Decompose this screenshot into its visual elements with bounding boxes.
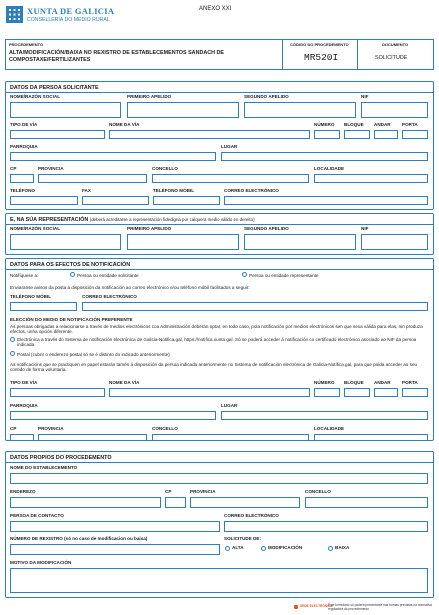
- alerts-text: Enviaranse avisos da posta á disposición da notificación ao correo electrónico e/ou teléfono móbil facilitados a seguir:: [10, 285, 250, 290]
- postal-radio[interactable]: [10, 351, 15, 356]
- applicant-locality-label: LOCALIDADE: [314, 166, 345, 171]
- applicant-name-field[interactable]: [10, 102, 121, 118]
- applicant-block-label: BLOQUE: [344, 122, 364, 127]
- rep-name-label: NOME/RAZÓN SOCIAL: [10, 226, 61, 231]
- sede-icon: [294, 605, 298, 609]
- baixa-radio[interactable]: [328, 546, 333, 551]
- establishment-field[interactable]: [10, 473, 428, 484]
- notif-roadtype-field[interactable]: [10, 388, 105, 397]
- applicant-council-label: CONCELLO: [152, 166, 178, 171]
- notif-door-label: PORTA: [402, 380, 418, 385]
- applicant-province-label: PROVINCIA: [38, 166, 64, 171]
- notif-block-field[interactable]: [344, 388, 370, 397]
- representative-title: E, NA SÚA REPRESENTACIÓN: [10, 217, 89, 223]
- notify-applicant-radio[interactable]: [70, 272, 75, 277]
- notify-representative-radio[interactable]: [242, 272, 247, 277]
- notif-door-field[interactable]: [402, 388, 428, 397]
- notif-roadtype-label: TIPO DE VÍA: [10, 380, 38, 385]
- xunta-logo: [6, 6, 23, 23]
- proc-province-label: PROVINCIA: [190, 489, 216, 494]
- notif-cp-field[interactable]: [10, 434, 34, 441]
- notif-locality-label: LOCALIDADE: [314, 426, 345, 431]
- representative-title-row: [10, 217, 255, 223]
- annex-label: ANEXO XXI: [199, 6, 232, 12]
- applicant-phone-field[interactable]: [10, 196, 78, 205]
- applicant-mobile-label: TELÉFONO MÓBIL: [153, 188, 195, 193]
- notif-council-field[interactable]: [152, 434, 309, 441]
- procedure-title: ALTA/MODIFICACIÓN/BAIXA NO REXISTRO DE ESTABLECEMENTOS SANDACH DE COMPOSTAXE/FERTILIZANTES: [9, 50, 225, 63]
- applicant-nif-field[interactable]: [361, 102, 428, 118]
- applicant-floor-label: ANDAR: [374, 122, 391, 127]
- applicant-block-field[interactable]: [344, 130, 370, 139]
- notif-floor-label: ANDAR: [374, 380, 391, 385]
- notif-roadname-label: NOME DA VÍA: [109, 380, 140, 385]
- applicant-email-label: CORREO ELECTRÓNICO: [224, 188, 279, 193]
- notif-province-field[interactable]: [38, 434, 147, 441]
- footer-brand: SEDE ELECTRÓNICA: [300, 604, 333, 608]
- modification-radio[interactable]: [261, 546, 266, 551]
- notify-representative-label: Persoa ou entidade representante: [249, 273, 319, 278]
- proc-email-field[interactable]: [224, 521, 428, 532]
- notif-block-label: BLOQUE: [344, 380, 364, 385]
- proc-cp-label: CP: [165, 489, 172, 494]
- applicant-parish-field[interactable]: [10, 152, 216, 161]
- code-label: CÓDIGO DO PROCEDEMENTO: [290, 42, 349, 47]
- rep-nif-label: NIF: [361, 226, 369, 231]
- contact-field[interactable]: [10, 521, 220, 532]
- registry-field[interactable]: [10, 544, 220, 555]
- modification-label: MODIFICACIÓN: [268, 545, 303, 550]
- notification-title: DATOS PARA OS EFECTOS DE NOTIFICACIÓN: [10, 262, 131, 268]
- applicant-door-field[interactable]: [402, 130, 428, 139]
- footer-note: Este formulario só poderá presentarse nas formas previstas na normativa reguladora do procedemento: [328, 603, 432, 611]
- means-title: ELECCIÓN DO MEDIO DE NOTIFICACIÓN PREFERENTE: [10, 317, 133, 322]
- alta-radio[interactable]: [225, 546, 230, 551]
- rep-surname1-label: PRIMEIRO APELIDO: [127, 226, 172, 231]
- electronic-option-label: Electrónica a través do Sistema de notificación electrónica de Galicia-Notifica.gal, https://notifica.xunta.gal. Só se poderá acceder á notificación co certificado electrónico asociado ao NIF da persoa indicada.: [17, 337, 417, 348]
- applicant-surname1-label: PRIMEIRO APELIDO: [127, 94, 172, 99]
- address-label: ENDEREZO: [10, 489, 36, 494]
- proc-province-field[interactable]: [190, 497, 300, 508]
- request-label: SOLICITUDE DE:: [224, 536, 262, 541]
- notif-locality-field[interactable]: [314, 434, 428, 441]
- proc-cp-field[interactable]: [165, 497, 186, 508]
- applicant-surname2-label: SEGUNDO APELIDO: [244, 94, 289, 99]
- notif-roadname-field[interactable]: [109, 388, 310, 397]
- procedure-label: PROCEDEMENTO: [9, 42, 44, 47]
- notif-place-label: LUGAR: [221, 403, 238, 408]
- baixa-label: BAIXA: [335, 545, 350, 550]
- dept-name: CONSELLERÍA DO MEDIO RURAL: [27, 17, 110, 23]
- notif-email-label: CORREO ELECTRÓNICO: [82, 294, 137, 299]
- applicant-floor-field[interactable]: [374, 130, 398, 139]
- notif-province-label: PROVINCIA: [38, 426, 64, 431]
- notif-place-field[interactable]: [221, 411, 428, 420]
- applicant-section: [5, 81, 434, 210]
- applicant-roadname-label: NOME DA VÍA: [109, 122, 140, 127]
- procedure-code: MR520I: [304, 52, 339, 63]
- applicant-surname1-field[interactable]: [127, 102, 239, 118]
- procedure-data-title: DATOS PROPIOS DO PROCEDEMENTO: [10, 455, 112, 461]
- alta-label: ALTA: [232, 545, 244, 550]
- org-name: XUNTA DE GALICIA: [27, 6, 115, 16]
- applicant-roadtype-field[interactable]: [10, 130, 105, 139]
- notif-mobile-label: TELÉFONO MÓBIL: [10, 294, 52, 299]
- applicant-fax-label: FAX: [82, 188, 91, 193]
- rep-surname1-field[interactable]: [127, 234, 239, 250]
- notify-to-label: Notifíquese a:: [10, 273, 39, 278]
- applicant-place-field[interactable]: [221, 152, 428, 161]
- registry-label: NÚMERO DE REXISTRO (só no caso de modificacion ou baixa): [10, 536, 148, 541]
- reason-field[interactable]: [10, 568, 428, 593]
- applicant-number-label: NÚMERO: [314, 122, 335, 127]
- notif-parish-label: PARROQUIA: [10, 403, 38, 408]
- applicant-roadname-field[interactable]: [109, 130, 310, 139]
- applicant-email-field[interactable]: [224, 196, 428, 205]
- rep-surname2-field[interactable]: [244, 234, 356, 250]
- document-value: SOLICITUDE: [375, 55, 408, 61]
- proc-council-field[interactable]: [305, 497, 428, 508]
- applicant-province-field[interactable]: [38, 174, 147, 183]
- applicant-door-label: PORTA: [402, 122, 418, 127]
- applicant-name-label: NOME/RAZÓN SOCIAL: [10, 94, 61, 99]
- applicant-phone-label: TELÉFONO: [10, 188, 36, 193]
- notif-council-label: CONCELLO: [152, 426, 178, 431]
- applicant-surname2-field[interactable]: [244, 102, 356, 118]
- applicant-council-field[interactable]: [152, 174, 309, 183]
- means-text: As persoas obrigadas a relacionarse a través de medios electrónicos coa Administración deberán optar, en todo caso, pola notificación por medios electrónicos sen que sexa válida para elas, nin produza efectos, unha opción diferente.: [10, 324, 423, 335]
- rep-name-field[interactable]: [10, 234, 121, 250]
- address-field[interactable]: [10, 497, 161, 508]
- applicant-parish-label: PARROQUIA: [10, 144, 38, 149]
- proc-council-label: CONCELLO: [305, 489, 331, 494]
- notif-cp-label: CP: [10, 426, 17, 431]
- applicant-mobile-field[interactable]: [153, 196, 220, 205]
- applicant-number-field[interactable]: [314, 130, 340, 139]
- proc-email-label: CORREO ELECTRÓNICO: [224, 513, 279, 518]
- applicant-title: DATOS DA PERSOA SOLICITANTE: [10, 85, 99, 91]
- rep-surname2-label: SEGUNDO APELIDO: [244, 226, 289, 231]
- representative-note: (deberá acreditarse a representación fidedigna por calquera medio válido en dereito): [89, 217, 255, 222]
- electronic-radio[interactable]: [10, 337, 15, 342]
- notif-number-field[interactable]: [314, 388, 340, 397]
- notif-mobile-field[interactable]: [10, 302, 77, 311]
- document-label: DOCUMENTO: [382, 42, 409, 47]
- applicant-place-label: LUGAR: [221, 144, 238, 149]
- reason-label: MOTIVO DA MODIFICACIÓN: [10, 560, 72, 565]
- establishment-label: NOME DO ESTABLECEMENTO: [10, 465, 78, 470]
- postal-option-label: Postal (cubrir o enderezo postal só se é distinto do indicado anteriormente): [17, 352, 170, 357]
- notify-applicant-label: Persoa ou entidade solicitante: [77, 273, 139, 278]
- paper-text: As notificacións que se practiquen en papel estarán tamén á disposición da persoa indicada anteriormente no Sistema de notificación electrónica de Galicia-Notifica.gal, para que poida acceder ao seu contido de forma voluntaria.: [10, 362, 418, 373]
- contact-label: PERSOA DE CONTACTO: [10, 513, 64, 518]
- notif-floor-field[interactable]: [374, 388, 398, 397]
- notif-number-label: NÚMERO: [314, 380, 335, 385]
- rep-nif-field[interactable]: [361, 234, 428, 250]
- applicant-fax-field[interactable]: [82, 196, 149, 205]
- notif-email-field[interactable]: [82, 302, 428, 311]
- applicant-locality-field[interactable]: [314, 174, 428, 183]
- applicant-cp-field[interactable]: [10, 174, 34, 183]
- applicant-nif-label: NIF: [361, 94, 369, 99]
- applicant-cp-label: CP: [10, 166, 17, 171]
- applicant-roadtype-label: TIPO DE VÍA: [10, 122, 38, 127]
- notif-parish-field[interactable]: [10, 411, 216, 420]
